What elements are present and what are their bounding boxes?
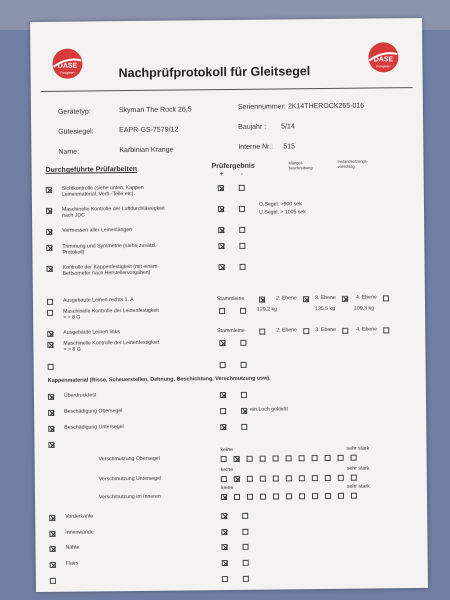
verschmutzung-row-0-scale-1[interactable] xyxy=(234,456,240,462)
bottom-row-3-done[interactable] xyxy=(50,562,56,568)
check-row-2-done[interactable] xyxy=(46,229,52,235)
bottom-row-2-minus[interactable] xyxy=(243,544,249,550)
svg-text:DASE: DASE xyxy=(57,62,78,70)
check-row-4-label: Kontrolle der Kappenfestigkeit (mit einem Bettsometer nach Herstellervorgaben) xyxy=(62,263,158,278)
verschmutzung-row-0-keine: keine xyxy=(220,446,233,454)
verschmutzung-row-2-scale-9[interactable] xyxy=(338,493,344,499)
verschmutzung-row-2-sehr-stark: sehr stark xyxy=(346,483,370,490)
lines-left-control-plus[interactable] xyxy=(219,340,225,346)
lines-right-ebene-2: 4. Ebene xyxy=(355,294,377,301)
verschmutzung-row-2-scale-4[interactable] xyxy=(273,493,279,499)
check-row-3-done[interactable] xyxy=(46,245,52,251)
kappen-row-2-minus[interactable] xyxy=(241,424,247,430)
kappen-row-0-done[interactable] xyxy=(48,394,54,400)
verschmutzung-row-2-scale-10[interactable] xyxy=(351,493,357,499)
check-row-4-done[interactable] xyxy=(47,266,53,272)
name-label: Name: xyxy=(58,148,80,156)
name-value: Karbinian Krange xyxy=(119,146,174,155)
check-row-0-done[interactable] xyxy=(46,187,52,193)
geraetetyp-label: Gerätetyp: xyxy=(57,108,91,116)
maengel-header: Mängel- beschreibung xyxy=(288,160,313,171)
seriennummer-label: Seriennummer: xyxy=(237,103,286,111)
check-row-1-done[interactable] xyxy=(46,208,52,214)
bottom-row-0-done[interactable] xyxy=(49,515,55,521)
svg-text:Paragleiter: Paragleiter xyxy=(60,70,75,75)
lines-right-stammleine-box[interactable] xyxy=(259,297,265,303)
verschmutzung-row-1-scale-4[interactable] xyxy=(273,475,279,481)
verschmutzung-row-1-scale-2[interactable] xyxy=(247,476,253,482)
bottom-row-1-minus[interactable] xyxy=(242,529,248,535)
check-row-0-plus[interactable] xyxy=(218,185,224,191)
bottom-row-0-plus[interactable] xyxy=(221,513,227,519)
lines-right-stammleine: Stammleine xyxy=(216,295,245,303)
verschmutzung-row-0-scale-9[interactable] xyxy=(338,455,344,461)
lines-right-ebene-2-box[interactable] xyxy=(383,295,389,301)
lines-right-label: Ausgebaute Leinen rechts 1. A xyxy=(62,296,134,304)
lines-right-ebene-1: 3. Ebene xyxy=(314,294,336,302)
bottom-row-2-done[interactable] xyxy=(50,546,56,552)
verschmutzung-row-0-label: Verschmutzung Obersegel xyxy=(98,455,160,463)
verschmutzung-row-1-scale-5[interactable] xyxy=(286,475,292,481)
lines-right-value-2: 109,3 kg xyxy=(354,305,374,312)
verschmutzung-row-0-scale-10[interactable] xyxy=(351,455,357,461)
baujahr-label: Baujahr : xyxy=(238,123,267,131)
verschmutzung-row-1-sehr-stark: sehr stark xyxy=(346,465,370,472)
lines-right-ebene-0: 2. Ebene xyxy=(275,295,297,302)
bottom-row-1-label: Innenwände xyxy=(65,529,94,536)
seriennummer-value: 2K14THEROCK265-016 xyxy=(287,102,365,111)
lines-left-control-minus[interactable] xyxy=(240,340,246,346)
geraetetyp-value: Skyman The Rock 26,5 xyxy=(118,106,192,115)
document-title: Nachprüfprotokoll für Gleitsegel xyxy=(118,64,311,81)
guetesiegel-value: EAPR-GS-7579/12 xyxy=(119,126,179,135)
title-rule xyxy=(41,87,413,92)
kappen-row-1-plus[interactable] xyxy=(220,408,226,414)
svg-text:DASE: DASE xyxy=(373,56,394,64)
lines-left-ebene-1: 3. Ebene xyxy=(315,326,337,334)
check-row-2-label: Vermessen aller Leinenlängen xyxy=(62,227,133,234)
last-row-minus[interactable] xyxy=(243,576,249,582)
lines-right-value-1: 135,5 kg xyxy=(315,305,335,313)
check-row-1-label: Maschinelle Kontrolle der Luftdurchlässigkeit nach JDC xyxy=(61,205,165,220)
kappen-row-1-done[interactable] xyxy=(48,410,54,416)
kappen-row-2-plus[interactable] xyxy=(220,424,226,430)
kappen-row-1-note: ein Loch geklebt xyxy=(250,406,288,413)
verschmutzung-row-2-keine: keine xyxy=(220,484,234,492)
dase-logo-left xyxy=(50,47,84,81)
bottom-row-1-done[interactable] xyxy=(49,531,55,537)
kappen-row-2-done[interactable] xyxy=(48,426,54,432)
bottom-row-2-plus[interactable] xyxy=(222,544,228,550)
verschmutzung-row-0-scale-6[interactable] xyxy=(299,455,305,461)
kappen-row-0-label: Überdrucktest xyxy=(63,392,97,399)
dase-logo-right xyxy=(366,40,400,74)
verschmutzung-row-0-scale-7[interactable] xyxy=(312,455,318,461)
empty-row-plus[interactable] xyxy=(220,362,226,368)
arbeiten-header: Durchgeführte Prüfarbeiten xyxy=(45,165,138,174)
verschmutzung-row-0-scale-3[interactable] xyxy=(260,456,266,462)
lines-left-control-done[interactable] xyxy=(47,342,53,348)
verschmutzung-row-1-scale-6[interactable] xyxy=(299,475,305,481)
check-row-1-note-0: O.Segel: >900 sek xyxy=(258,201,302,208)
verschmutzung-row-0-scale-0[interactable] xyxy=(221,456,227,462)
verschmutzung-row-1-keine: keine xyxy=(220,466,234,474)
check-row-2-minus[interactable] xyxy=(239,227,245,233)
kappen-header: Kappenmaterial (Risse, Scheuerstellen, Dehnung, Beschichtung, Verschmutzung usw). xyxy=(47,375,271,384)
lines-right-control-plus[interactable] xyxy=(219,308,225,314)
verschmutzung-row-2-scale-5[interactable] xyxy=(286,493,292,499)
kappen-row-0-plus[interactable] xyxy=(220,392,226,398)
lines-left-ebene-0: 2. Ebene xyxy=(276,327,298,334)
lines-left-ebene-1-box[interactable] xyxy=(342,328,348,334)
lines-right-ebene-1-box[interactable] xyxy=(342,296,348,302)
svg-text:Paragleiter: Paragleiter xyxy=(376,64,391,69)
interne-nr-label: Interne Nr.: xyxy=(238,143,274,151)
lines-right-control-minus[interactable] xyxy=(240,308,246,314)
lines-left-stammleine: Stammleine xyxy=(217,327,245,335)
check-row-1-plus[interactable] xyxy=(218,206,224,212)
verschmutzung-row-0-scale-4[interactable] xyxy=(273,455,279,461)
bottom-row-3-label: Flairs xyxy=(65,560,79,567)
verschmutzung-row-1-scale-3[interactable] xyxy=(260,476,266,482)
verschmutzung-row-1-scale-0[interactable] xyxy=(221,476,227,482)
verschmutzung-section-done[interactable] xyxy=(48,442,54,448)
protocol-sheet xyxy=(30,18,428,592)
verschmutzung-row-1-scale-7[interactable] xyxy=(312,475,318,481)
verschmutzung-row-0-scale-2[interactable] xyxy=(247,456,253,462)
check-row-2-plus[interactable] xyxy=(218,227,224,233)
ergebnis-header: Prüfergebnis xyxy=(211,162,255,171)
verschmutzung-row-1-label: Verschmutzung Untersegel xyxy=(98,475,162,483)
lines-left-ebene-2-box[interactable] xyxy=(383,327,389,333)
guetesiegel-label: Gütesiegel: xyxy=(58,128,94,136)
verschmutzung-row-2-scale-6[interactable] xyxy=(299,493,305,499)
check-row-1-minus[interactable] xyxy=(239,206,245,212)
empty-row-done[interactable] xyxy=(48,364,54,370)
verschmutzung-row-1-scale-8[interactable] xyxy=(325,475,331,481)
verschmutzung-row-1-scale-10[interactable] xyxy=(351,475,357,481)
lines-right-done[interactable] xyxy=(47,299,53,305)
kappen-row-1-minus[interactable] xyxy=(241,408,247,414)
verschmutzung-row-0-sehr-stark: sehr stark xyxy=(346,445,370,452)
verschmutzung-row-2-scale-2[interactable] xyxy=(247,494,253,500)
bottom-row-2-label: Nähte xyxy=(65,544,80,551)
verschmutzung-row-2-scale-0[interactable] xyxy=(221,494,227,500)
check-row-1-note-1: U.Segel: > 1005 sek xyxy=(259,209,306,216)
check-row-0-label: Sichtkontrolle (siehe unten, Kappen Leinenmaterial, Verb.-Teile etc). xyxy=(61,184,144,199)
lines-right-control-label: Maschinelle Kontrolle der Leinenfestigkeit = > 8 G xyxy=(63,307,159,322)
lines-left-stammleine-box[interactable] xyxy=(259,329,265,335)
bottom-row-1-plus[interactable] xyxy=(221,529,227,535)
lines-left-done[interactable] xyxy=(47,331,53,337)
last-row-plus[interactable] xyxy=(222,576,228,582)
verschmutzung-row-2-scale-1[interactable] xyxy=(234,494,240,500)
bottom-row-0-label: Vorderkante xyxy=(65,513,94,520)
last-row-done[interactable] xyxy=(50,578,56,584)
baujahr-value: 5/14 xyxy=(281,123,295,131)
check-row-4-minus[interactable] xyxy=(240,264,246,270)
check-row-3-plus[interactable] xyxy=(218,243,224,249)
lines-right-control-done[interactable] xyxy=(47,310,53,316)
kappen-row-2-label: Beschädigung Untersegel xyxy=(64,424,124,431)
empty-row-minus[interactable] xyxy=(241,362,247,368)
verschmutzung-row-0-scale-8[interactable] xyxy=(325,455,331,461)
instand-header: Instandsetzungs- vorschlag xyxy=(337,158,368,169)
check-row-0-minus[interactable] xyxy=(239,185,245,191)
minus-header: - xyxy=(240,170,244,178)
verschmutzung-row-1-scale-9[interactable] xyxy=(338,475,344,481)
bottom-row-3-plus[interactable] xyxy=(222,560,228,566)
lines-left-ebene-0-box[interactable] xyxy=(303,328,309,334)
kappen-row-1-label: Beschädigung Obersegel xyxy=(64,408,123,415)
lines-left-ebene-2: 4. Ebene xyxy=(356,326,378,333)
bottom-row-0-minus[interactable] xyxy=(242,513,248,519)
verschmutzung-row-2-label: Verschmutzung im Inneren xyxy=(98,493,161,501)
lines-left-control-label: Maschinelle Kontrolle der Leinenfestigkeit = > 8 G xyxy=(63,339,160,354)
verschmutzung-row-2-scale-8[interactable] xyxy=(325,493,331,499)
bottom-row-3-minus[interactable] xyxy=(243,560,249,566)
verschmutzung-row-1-scale-1[interactable] xyxy=(234,476,240,482)
lines-right-value-0: 129,2 kg xyxy=(257,306,277,313)
interne-nr-value: 515 xyxy=(283,143,296,151)
check-row-3-label: Trimmung und Symmetrie (siehe zusätzl. Protokoll) xyxy=(62,242,157,257)
lines-left-label: Ausgebaute Leinen links xyxy=(63,329,120,336)
lines-right-ebene-0-box[interactable] xyxy=(303,296,309,302)
verschmutzung-row-0-scale-5[interactable] xyxy=(286,455,292,461)
verschmutzung-row-2-scale-7[interactable] xyxy=(312,493,318,499)
plus-header: + xyxy=(219,171,224,179)
verschmutzung-row-2-scale-3[interactable] xyxy=(260,494,266,500)
check-row-3-minus[interactable] xyxy=(239,243,245,249)
kappen-row-0-minus[interactable] xyxy=(241,392,247,398)
check-row-4-plus[interactable] xyxy=(219,264,225,270)
